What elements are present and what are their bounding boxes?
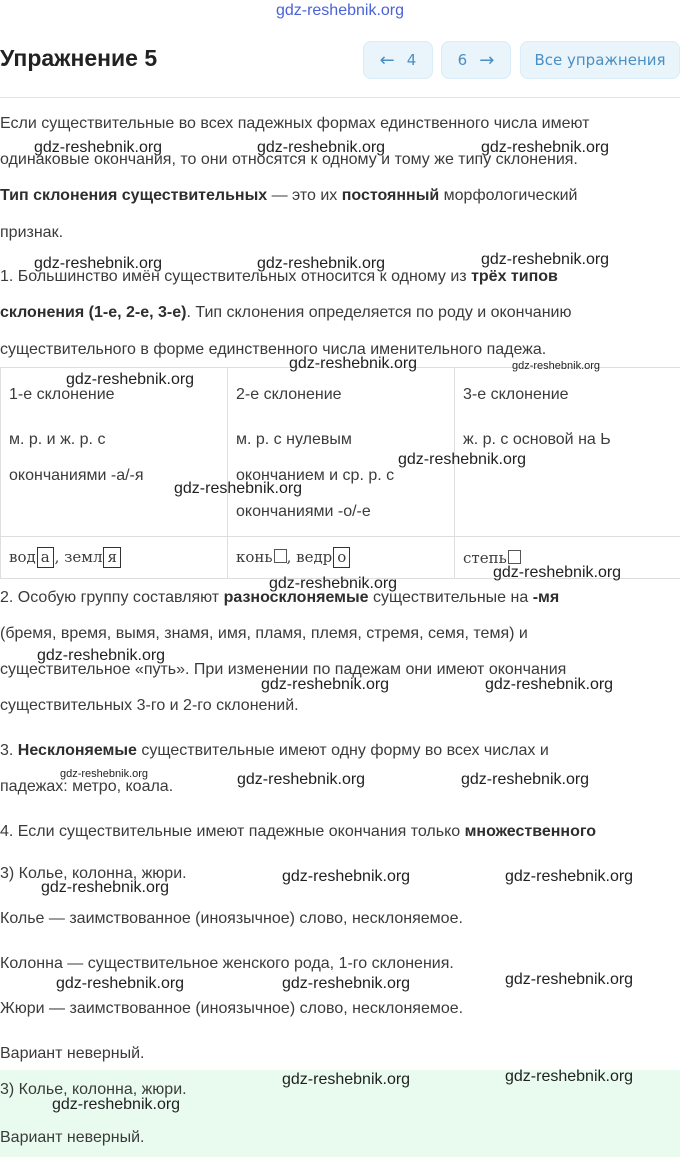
table-cell: [1, 368, 228, 537]
term-bold: Несклоняемые: [17, 742, 137, 759]
watermark: gdz-reshebnik.org: [60, 768, 149, 780]
watermark: gdz-reshebnik.org: [398, 451, 527, 468]
answer-line: 3) Колье, колонна, жюри.: [0, 1081, 187, 1098]
watermark: gdz-reshebnik.org: [56, 975, 185, 992]
example-stem: степь: [463, 548, 507, 567]
null-ending-box: [508, 550, 521, 564]
watermark: gdz-reshebnik.org: [52, 1096, 181, 1113]
watermark: gdz-reshebnik.org: [461, 771, 590, 788]
column-header: 1-е склонение: [9, 386, 115, 403]
rule-text: 3.: [0, 742, 18, 759]
term-bold: разносклоняемые: [223, 589, 369, 606]
cell-text: окончаниями -а/-я: [9, 467, 144, 484]
answer-line: Жюри — заимствованное (иноязычное) слово, несклоняемое.: [0, 1000, 464, 1017]
rule-text: . Тип склонения определяется по роду и окончанию: [186, 304, 572, 321]
term-bold: -мя: [532, 589, 560, 606]
rule-text: морфологический: [439, 187, 578, 204]
watermark: gdz-reshebnik.org: [289, 355, 418, 372]
watermark: gdz-reshebnik.org: [505, 971, 634, 988]
table-row: [1, 368, 680, 537]
watermark: gdz-reshebnik.org: [282, 1071, 411, 1088]
rule-text: существительные имеют одну форму во всех числах и: [136, 742, 549, 759]
term-bold: Тип склонения существительных: [0, 187, 268, 204]
rule-text: 1. Большинство имён существительных относится к одному из: [0, 268, 472, 285]
answer-line: Колонна — существительное женского рода, 1-го склонения.: [0, 955, 454, 972]
prev-exercise-button[interactable]: [363, 41, 433, 79]
example-sep: ,: [54, 548, 65, 566]
watermark: gdz-reshebnik.org: [505, 1068, 634, 1085]
watermark: gdz-reshebnik.org: [41, 879, 170, 896]
ending-box: а: [37, 547, 54, 568]
cell-text: м. р. и ж. р. с: [9, 431, 106, 448]
prev-exercise-label: 4: [406, 51, 417, 69]
watermark: gdz-reshebnik.org: [174, 480, 303, 497]
cell-text: окончаниями -о/-е: [236, 503, 371, 520]
rule-line: [0, 823, 680, 841]
rule-line: признак.: [0, 224, 64, 241]
watermark: gdz-reshebnik.org: [481, 251, 610, 268]
column-header: 3-е склонение: [463, 386, 569, 403]
site-link[interactable]: gdz-reshebnik.org: [275, 2, 405, 19]
rule-line: существительных 3-го и 2-го склонений.: [0, 697, 299, 714]
cell-text: м. р. с нулевым: [236, 431, 352, 448]
declension-table: [0, 367, 680, 579]
watermark: gdz-reshebnik.org: [505, 868, 634, 885]
watermark: gdz-reshebnik.org: [34, 255, 163, 272]
watermark: gdz-reshebnik.org: [237, 771, 366, 788]
watermark: gdz-reshebnik.org: [37, 647, 166, 664]
watermark: gdz-reshebnik.org: [66, 371, 195, 388]
rule-text: 2. Особую группу составляют: [0, 589, 224, 606]
watermark: gdz-reshebnik.org: [257, 255, 386, 272]
column-header: 2-е склонение: [236, 386, 342, 403]
answer-line: 3) Колье, колонна, жюри.: [0, 865, 187, 882]
example-stem: вод: [9, 548, 36, 566]
rule-line: падежах: метро, коала.: [0, 778, 174, 795]
example-stem: земл: [64, 548, 103, 566]
rule-line: существительного в форме единственного числа именительного падежа.: [0, 341, 547, 358]
watermark: gdz-reshebnik.org: [493, 564, 622, 581]
watermark: gdz-reshebnik.org: [282, 868, 411, 885]
watermark: gdz-reshebnik.org: [34, 139, 163, 156]
watermark: gdz-reshebnik.org: [261, 676, 390, 693]
example-stem: ведр: [296, 548, 333, 566]
rule-line: [0, 187, 680, 205]
rule-line: [0, 304, 680, 322]
watermark: gdz-reshebnik.org: [481, 139, 610, 156]
arrow-right-icon: →: [479, 49, 495, 71]
rule-line: (бремя, время, вымя, знамя, имя, пламя, племя, стремя, семя, темя) и: [0, 625, 528, 642]
ending-box: о: [333, 547, 350, 568]
example-sep: ,: [286, 548, 297, 566]
arrow-left-icon: ←: [379, 49, 395, 71]
answer-line: Вариант неверный.: [0, 1045, 145, 1062]
rule-text: существительные на: [368, 589, 533, 606]
watermark: gdz-reshebnik.org: [512, 360, 601, 372]
rule-line: одинаковые окончания, то они относятся к одному и тому же типу склонения.: [0, 151, 578, 168]
all-exercises-label: Все упражнения: [534, 51, 666, 69]
watermark: gdz-reshebnik.org: [257, 139, 386, 156]
term-bold: множественного: [464, 823, 597, 840]
table-cell: [228, 537, 455, 579]
term-bold: трёх типов: [471, 268, 558, 285]
all-exercises-button[interactable]: [520, 41, 680, 79]
rule-line: существительное «путь». При изменении по падежам они имеют окончания: [0, 661, 567, 678]
term-bold: постоянный: [341, 187, 440, 204]
rule-text: 4. Если существительные имеют падежные окончания только: [0, 823, 465, 840]
answer-line: Колье — заимствованное (иноязычное) слово, несклоняемое.: [0, 910, 463, 927]
cell-text: ж. р. с основой на Ь: [463, 431, 611, 448]
next-exercise-button[interactable]: [441, 41, 511, 79]
page-title: Упражнение 5: [0, 45, 158, 71]
null-ending-box: [274, 549, 287, 563]
watermark: gdz-reshebnik.org: [485, 676, 614, 693]
cell-text: окончанием и ср. р. с: [236, 467, 395, 484]
term-bold: склонения (1-е, 2-е, 3-е): [0, 304, 187, 321]
table-cell: [1, 537, 228, 579]
answer-line: Вариант неверный.: [0, 1129, 145, 1146]
rule-line: Если существительные во всех падежных формах единственного числа имеют: [0, 115, 590, 132]
example-stem: конь: [236, 548, 273, 566]
watermark: gdz-reshebnik.org: [282, 975, 411, 992]
rule-text: — это их: [267, 187, 342, 204]
ending-box: я: [103, 547, 120, 568]
divider: [0, 97, 680, 98]
watermark: gdz-reshebnik.org: [269, 575, 398, 592]
rule-line: [0, 742, 680, 760]
next-exercise-label: 6: [457, 51, 468, 69]
